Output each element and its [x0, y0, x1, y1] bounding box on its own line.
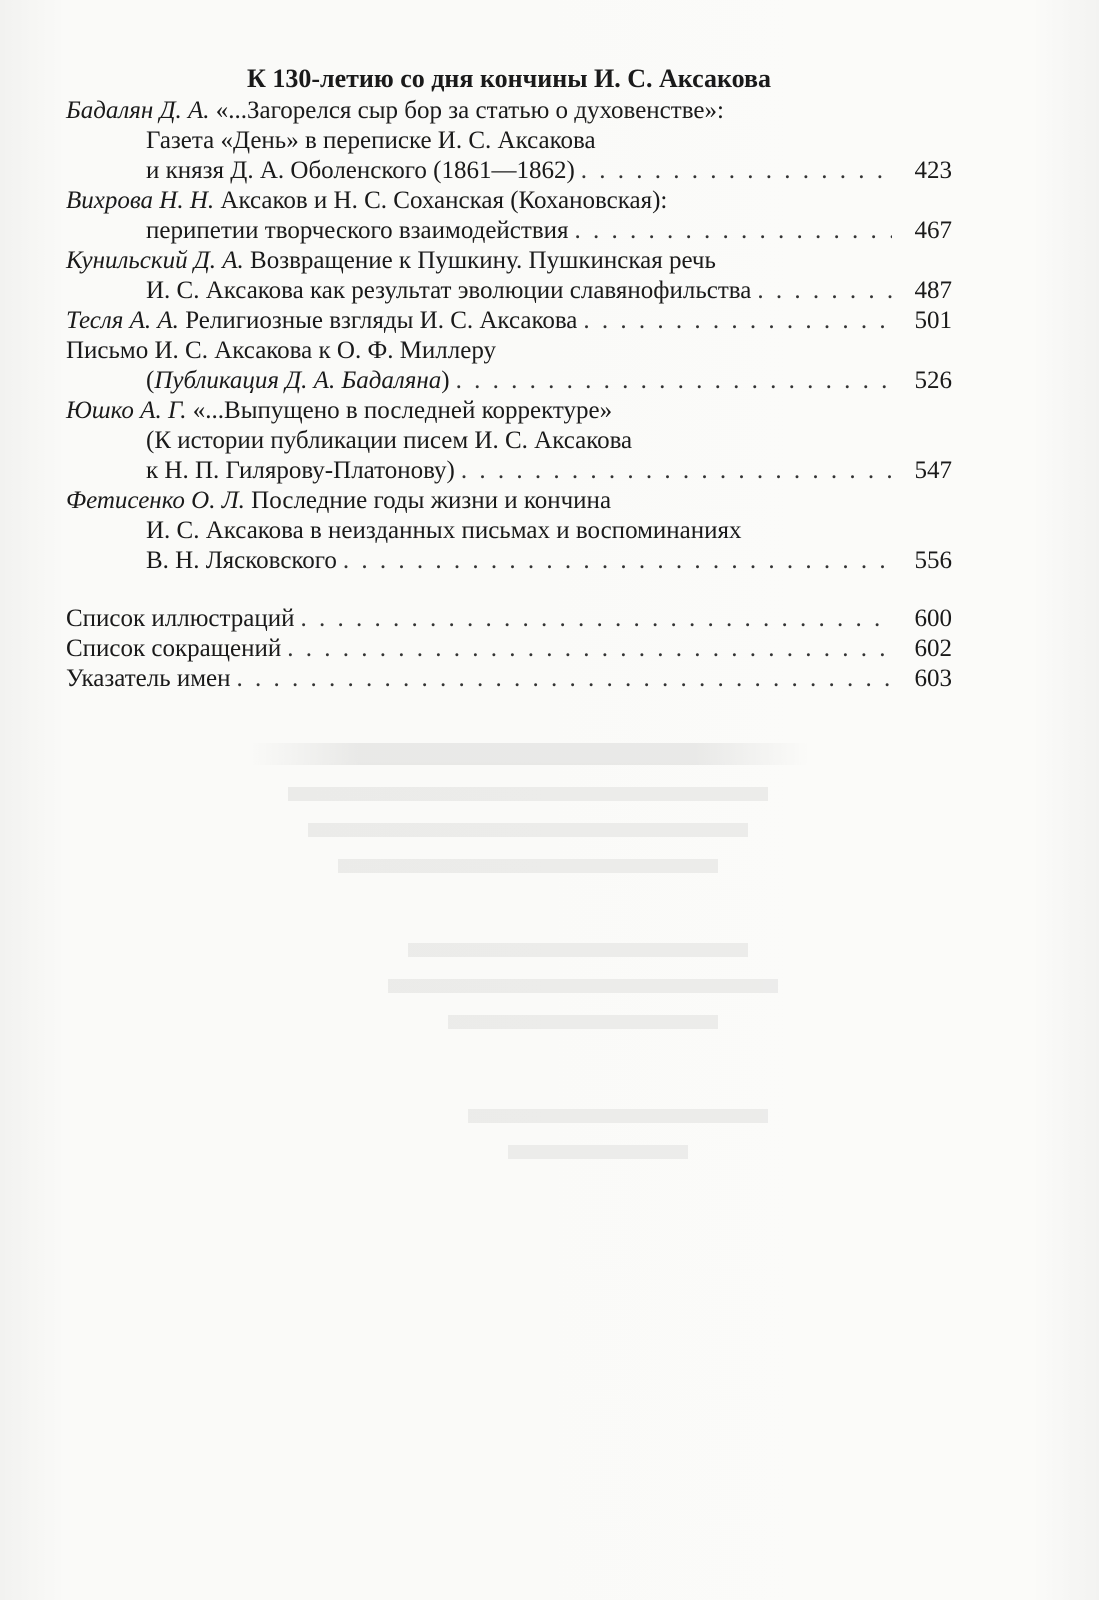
entry-title-line: И. С. Аксакова в неизданных письмах и воспоминаниях	[146, 517, 742, 544]
page-number: 600	[914, 605, 952, 632]
appendix-label: Список сокращений	[66, 635, 282, 662]
section-title: К 130-летию со дня кончины И. С. Аксакова	[246, 64, 772, 93]
dot-leader	[456, 366, 892, 396]
entry-author: Бадалян Д. А.	[66, 97, 210, 124]
table-of-contents	[66, 62, 952, 694]
toc-entry	[66, 396, 952, 486]
dot-leader	[287, 634, 892, 664]
entry-title-line: Письмо И. С. Аксакова к О. Ф. Миллеру	[66, 337, 497, 364]
page-number: 602	[914, 635, 952, 662]
entry-title-line: В. Н. Лясковского	[146, 547, 337, 574]
toc-entry	[66, 306, 952, 336]
entry-title-line: И. С. Аксакова как результат эволюции славянофильства	[146, 277, 752, 304]
dot-leader	[461, 456, 892, 486]
dot-leader	[575, 216, 893, 246]
dot-leader	[581, 156, 892, 186]
entry-title-line: к Н. П. Гилярову-Платонову)	[146, 457, 455, 484]
dot-leader	[237, 664, 892, 694]
appendix-label: Указатель имен	[66, 665, 231, 692]
toc-entry	[66, 186, 952, 246]
toc-appendix-entry	[66, 634, 952, 664]
entry-title-line: и князя Д. А. Оболенского (1861—1862)	[146, 157, 575, 184]
entry-title-line: «...Загорелся сыр бор за статью о духовенстве»:	[215, 97, 724, 124]
entry-title-line: Аксаков и Н. С. Соханская (Кохановская):	[220, 187, 668, 214]
toc-appendix-entry	[66, 664, 952, 694]
entry-author: Кунильский Д. А.	[66, 247, 244, 274]
entry-author: Юшко А. Г.	[66, 397, 187, 424]
publication-credit: Публикация Д. А. Бадаляна	[154, 367, 442, 394]
page-number: 423	[914, 157, 952, 184]
toc-entry	[66, 486, 952, 576]
entry-title-line: перипетии творческого взаимодействия	[146, 217, 569, 244]
entry-title-line: Газета «День» в переписке И. С. Аксакова	[146, 127, 596, 154]
entry-title-line: (К истории публикации писем И. С. Аксакова	[146, 427, 633, 454]
page-number: 467	[914, 217, 952, 244]
toc-entry	[66, 96, 952, 186]
entry-title-line: Религиозные взгляды И. С. Аксакова	[185, 307, 578, 334]
page-number: 487	[914, 277, 952, 304]
appendix-label: Список иллюстраций	[66, 605, 295, 632]
entry-author: Фетисенко О. Л.	[66, 487, 245, 514]
page-number: 526	[914, 367, 952, 394]
page-number: 547	[914, 457, 952, 484]
dot-leader	[583, 306, 892, 336]
page-number: 556	[914, 547, 952, 574]
toc-entry: Письмо И. С. Аксакова к О. Ф. Миллеру (Публикация Д. А. Бадаляна) . . . 526	[66, 336, 952, 396]
toc-appendix-entry	[66, 604, 952, 634]
dot-leader	[757, 276, 892, 306]
show-through-block	[248, 735, 808, 1295]
entry-author: Вихрова Н. Н.	[66, 187, 215, 214]
entry-title-line: Возвращение к Пушкину. Пушкинская речь	[250, 247, 716, 274]
dot-leader	[343, 546, 892, 576]
page-number: 603	[914, 665, 952, 692]
toc-entry	[66, 246, 952, 306]
page-number: 501	[914, 307, 952, 334]
dot-leader	[301, 604, 893, 634]
entry-title-line: «...Выпущено в последней корректуре»	[192, 397, 613, 424]
entry-title-line: Последние годы жизни и кончина	[251, 487, 612, 514]
entry-author: Тесля А. А.	[66, 307, 179, 334]
